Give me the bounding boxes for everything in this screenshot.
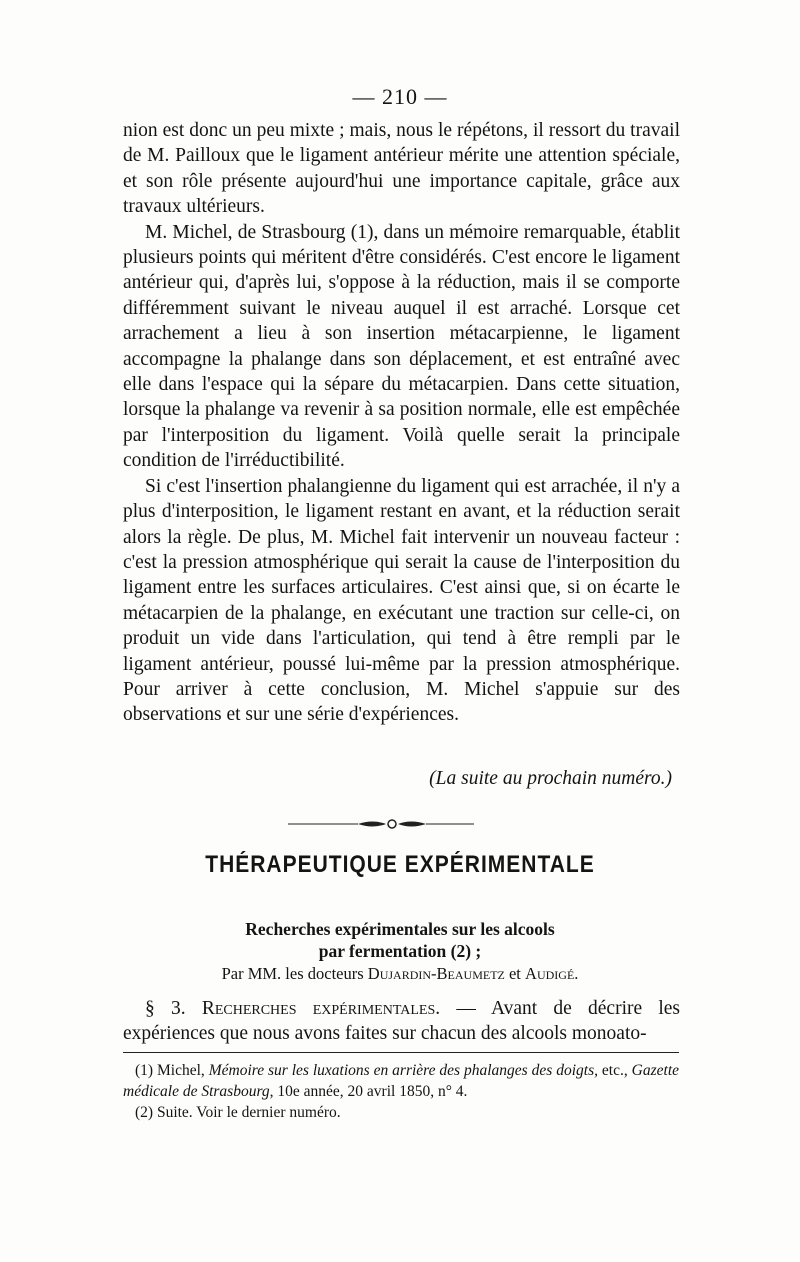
footnote-rule xyxy=(123,1052,679,1053)
body-text xyxy=(123,118,680,728)
section-3-heading: Recherches expérimentales. xyxy=(201,998,441,1019)
footnote-2: (2) Suite. Voir le dernier numéro. xyxy=(135,1104,341,1121)
section-3-text: — Avant de décrire les expériences que nous avons faites sur chacun des alcools monoato- xyxy=(123,998,681,1045)
continuation-note: (La suite au prochain numéro.) xyxy=(429,768,672,789)
section-3-number: § 3. xyxy=(145,998,186,1019)
footnote-1-author: Michel, xyxy=(157,1062,205,1079)
ornament-divider-icon xyxy=(288,816,474,832)
paragraph-1: nion est donc un peu mixte ; mais, nous le répétons, il ressort du travail de M. Pailloux que le ligament antérieur mérite une attention spéciale, et son rôle présente aujourd'hui une importance capitale, grâce aux travaux ultérieurs. xyxy=(123,120,680,218)
page-number: — 210 — xyxy=(352,84,448,109)
byline-prefix: Par MM. les docteurs xyxy=(221,964,364,983)
footnote-1-end: 10e année, 20 avril 1850, n° 4. xyxy=(277,1083,468,1100)
footnote-1-journal: Gazette médicale de Strasbourg, xyxy=(123,1062,680,1100)
paragraph-2: M. Michel, de Strasbourg (1), dans un mémoire remarquable, établit plusieurs points qui méritent d'être considérés. C'est encore le ligament antérieur qui, d'après lui, s'oppose à la réduction, mais il se comporte différemment suivant le niveau auquel il est arraché. Lorsque cet arrachement a lieu à son insertion métacarpienne, le ligament accompagne la phalange dans son déplacement, et est entraîné avec elle dans l'espace qui la sépare du métacarpien. Dans cette situation, lorsque la phalange va revenir à sa position normale, elle est empêchée par l'interposition du ligament. Voilà quelle serait la principale condition de l'irréductibilité. xyxy=(123,221,680,472)
byline-conjunction: et xyxy=(508,964,521,983)
article-title xyxy=(0,918,800,962)
footnote-1-marker: (1) xyxy=(135,1062,154,1079)
byline xyxy=(0,964,800,984)
paragraph-3: Si c'est l'insertion phalangienne du ligament qui est arrachée, il n'y a plus d'interposition, le ligament restant en avant, et la réduction serait alors la règle. De plus, M. Michel fait intervenir un nouveau facteur : c'est la pression atmosphérique qui serait la cause de l'interposition du ligament entre les surfaces articulaires. C'est ainsi que, si on écarte le métacarpien de la phalange, en exécutant une traction sur celle-ci, on produit un vide dans l'articulation, qui tend à être rempli par le ligament antérieur, poussé lui-même par la pression atmosphérique. Pour arriver à cette conclusion, M. Michel s'appuie sur des observations et sur une série d'expériences. xyxy=(123,475,680,726)
author-2: Audigé. xyxy=(525,964,579,983)
footnote-1-title: Mémoire sur les luxations en arrière des phalanges des doigts, xyxy=(208,1062,598,1079)
section-title: THÉRAPEUTIQUE EXPÉRIMENTALE xyxy=(205,851,595,878)
footnotes xyxy=(123,1060,679,1123)
author-1: Dujardin-Beaumetz xyxy=(367,964,505,983)
article-title-line-2: par fermentation (2) ; xyxy=(318,941,482,961)
footnote-1 xyxy=(123,1060,679,1102)
footnote-1-mid: etc., xyxy=(601,1062,628,1079)
section-3-paragraph xyxy=(123,996,680,1047)
article-title-line-1: Recherches expérimentales sur les alcools xyxy=(245,919,555,939)
